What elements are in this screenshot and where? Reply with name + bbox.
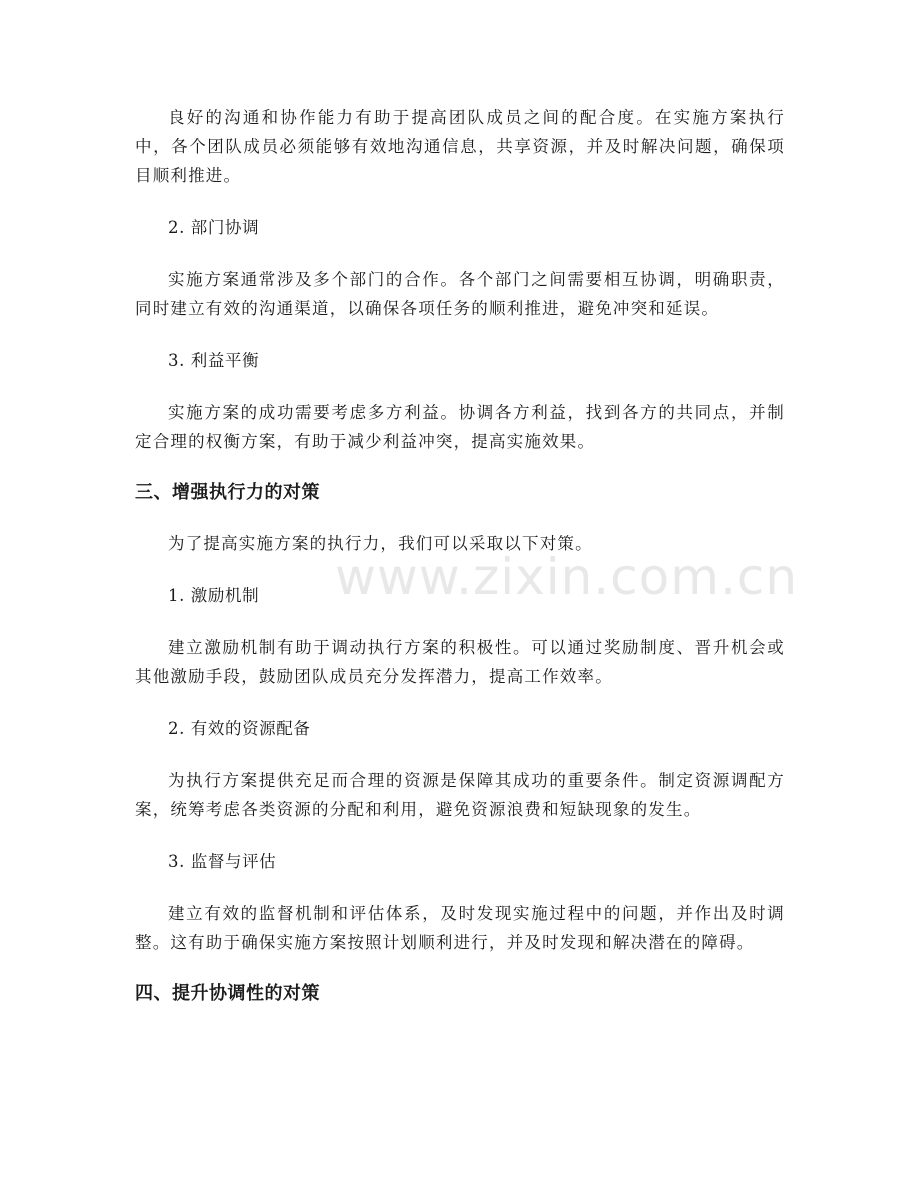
paragraph-communication: 良好的沟通和协作能力有助于提高团队成员之间的配合度。在实施方案执行中，各个团队成员必须能够有效地沟通信息，共享资源，并及时解决问题，确保项目顺利推进。 (135, 108, 785, 185)
subheading-resources: 2. 有效的资源配备 (168, 719, 311, 738)
paragraph-supervision: 建立有效的监督机制和评估体系，及时发现实施过程中的问题，并作出及时调整。这有助于确保实施方案按照计划顺利进行，并及时发现和解决潜在的障碍。 (135, 904, 785, 952)
paragraph-incentive: 建立激励机制有助于调动执行方案的积极性。可以通过奖励制度、晋升机会或其他激励手段，鼓励团队成员充分发挥潜力，提高工作效率。 (135, 638, 785, 686)
paragraph-interest-balance: 实施方案的成功需要考虑多方利益。协调各方利益，找到各方的共同点，并制定合理的权衡方案，有助于减少利益冲突，提高实施效果。 (135, 403, 785, 451)
section-heading-execution: 三、增强执行力的对策 (135, 482, 320, 503)
subheading-supervision: 3. 监督与评估 (168, 852, 277, 871)
paragraph-resources: 为执行方案提供充足而合理的资源是保障其成功的重要条件。制定资源调配方案，统筹考虑各类资源的分配和利用，避免资源浪费和短缺现象的发生。 (135, 771, 785, 819)
paragraph-execution-intro: 为了提高实施方案的执行力，我们可以采取以下对策。 (168, 534, 593, 553)
subheading-department-coordination: 2. 部门协调 (168, 218, 260, 237)
subheading-incentive: 1. 激励机制 (168, 586, 260, 605)
section-heading-coordination: 四、提升协调性的对策 (135, 983, 320, 1004)
paragraph-department-coordination: 实施方案通常涉及多个部门的合作。各个部门之间需要相互协调，明确职责，同时建立有效的沟通渠道，以确保各项任务的顺利推进，避免冲突和延误。 (135, 270, 785, 318)
watermark: www.zixin.com.cn (335, 548, 799, 606)
subheading-interest-balance: 3. 利益平衡 (168, 351, 260, 370)
document-body (135, 103, 785, 1008)
